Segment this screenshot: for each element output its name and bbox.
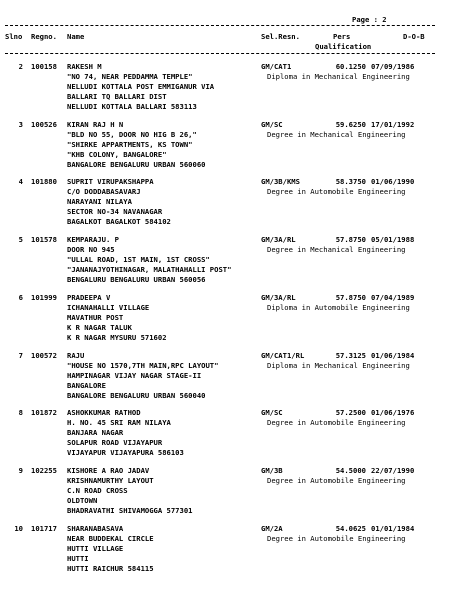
record-address-line: ICHANAHALLI VILLAGE: [67, 302, 150, 312]
record-percentage: 57.2500: [335, 408, 366, 418]
record-regno: 100158: [31, 62, 57, 71]
record-regno: 100526: [31, 119, 57, 129]
record-name: SHARANABASAVA: [67, 523, 124, 533]
record-address-line: NEAR BUDDEKAL CIRCLE: [67, 533, 154, 543]
record-address-line: BANJARA NAGAR: [67, 428, 124, 438]
record-address-line: K R NAGAR MYSURU 571602: [67, 332, 167, 342]
record-dob: 01/01/1984: [371, 523, 415, 533]
record-percentage: 58.3750: [335, 177, 366, 187]
record-qualification: Degree in Automobile Engineering: [267, 475, 406, 485]
record-category: GM/SC: [261, 119, 283, 129]
record-category: GM/3A/RL: [261, 292, 296, 302]
record-category: GM/CAT1/RL: [261, 350, 305, 360]
record-slno: 6: [18, 292, 23, 302]
record-qualification: Diploma in Mechanical Engineering: [267, 360, 410, 370]
record-regno: 101880: [31, 177, 57, 187]
record-address-line: NARAYANI NILAYA: [67, 197, 132, 207]
record-qualification: Degree in Automobile Engineering: [267, 187, 406, 197]
record-percentage: 57.8750: [335, 292, 366, 302]
header-bottom-rule: [5, 53, 435, 54]
record-name: ASHOKKUMAR RATHOD: [67, 408, 141, 418]
header-qualification: Qualification: [315, 42, 372, 51]
record-category: GM/3A/RL: [261, 235, 296, 245]
record-dob: 17/01/1992: [371, 119, 415, 129]
record-address-line: KRISHNAMURTHY LAYOUT: [67, 475, 154, 485]
record-address-line: SOLAPUR ROAD VIJAYAPUR: [67, 438, 163, 448]
record-qualification: Degree in Automobile Engineering: [267, 533, 406, 543]
record-address-line: BANGALORE: [67, 380, 106, 390]
record-category: GM/3B/KMS: [261, 177, 300, 187]
record-address-line: "BLD NO 55, DOOR NO HIG B 26,": [67, 129, 197, 139]
record-address-line: BALLARI TQ BALLARI DIST: [67, 92, 167, 101]
record-qualification: Degree in Mechanical Engineering: [267, 245, 406, 255]
header-regno: Regno.: [31, 32, 57, 41]
record-address-line: VIJAYAPUR VIJAYAPURA 586103: [67, 448, 184, 458]
record-dob: 01/06/1984: [371, 350, 415, 360]
record-address-line: K R NAGAR TALUK: [67, 322, 132, 332]
record-address-line: HUTTI: [67, 553, 89, 563]
record-address-line: BAGALKOT BAGALKOT 584102: [67, 217, 171, 227]
record-percentage: 54.5000: [335, 465, 366, 475]
record-regno: 101578: [31, 235, 57, 245]
record-percentage: 54.0625: [335, 523, 366, 533]
record-address-line: "KHB COLONY, BANGALORE": [67, 149, 167, 159]
record-address-line: C/O DODDABASAVARJ: [67, 187, 141, 197]
record-address-line: "JANANAJYOTHINAGAR, MALATHAHALLI POST": [67, 265, 232, 275]
record-address-line: SECTOR NO-34 NAVANAGAR: [67, 207, 163, 217]
record-address-line: "ULLAL ROAD, 1ST MAIN, 1ST CROSS": [67, 255, 210, 265]
record-category: GM/CAT1: [261, 62, 292, 71]
record-regno: 100572: [31, 350, 57, 360]
record-percentage: 59.6250: [335, 119, 366, 129]
record-category: GM/3B: [261, 465, 283, 475]
record-slno: 2: [18, 62, 23, 71]
record-category: GM/SC: [261, 408, 283, 418]
header-slno: Slno: [5, 32, 23, 41]
record-slno: 10: [14, 523, 23, 533]
record-dob: 01/06/1976: [371, 408, 415, 418]
record-name: SUPRIT VIRUPAKSHAPPA: [67, 177, 154, 187]
record-address-line: BANGALORE BENGALURU URBAN 560060: [67, 159, 206, 169]
record-address-line: NELLUDI KOTTALA BALLARI 583113: [67, 102, 197, 111]
record-address-line: HUTTI VILLAGE: [67, 543, 124, 553]
record-slno: 3: [18, 119, 23, 129]
record-address-line: NELLUDI KOTTALA POST EMMIGANUR VIA: [67, 82, 215, 91]
record-name: PRADEEPA V: [67, 292, 111, 302]
record-address-line: BANGALORE BENGALURU URBAN 560040: [67, 390, 206, 400]
record-dob: 01/06/1990: [371, 177, 415, 187]
record-address-line: MAVATHUR POST: [67, 312, 124, 322]
page-number: Page : 2: [352, 15, 387, 24]
header-pers: Pers: [333, 32, 351, 41]
record-address-line: HAMPINAGAR VIJAY NAGAR STAGE-II: [67, 370, 202, 380]
record-slno: 5: [18, 235, 23, 245]
record-dob: 05/01/1988: [371, 235, 415, 245]
header-dob: D-O-B: [403, 32, 425, 41]
record-regno: 101717: [31, 523, 57, 533]
record-address-line: BHADRAVATHI SHIVAMOGGA 577301: [67, 505, 193, 515]
record-percentage: 60.1250: [335, 62, 366, 71]
record-category: GM/2A: [261, 523, 283, 533]
record-name: KEMPARAJU. P: [67, 235, 119, 245]
record-address-line: DOOR NO 945: [67, 245, 115, 255]
record-dob: 22/07/1990: [371, 465, 415, 475]
record-qualification: Degree in Mechanical Engineering: [267, 129, 406, 139]
record-name: KISHORE A RAO JADAV: [67, 465, 150, 475]
record-regno: 101999: [31, 292, 57, 302]
record-address-line: "SHIRKE APPARTMENTS, KS TOWN": [67, 139, 193, 149]
record-percentage: 57.3125: [335, 350, 366, 360]
record-address-line: "HOUSE NO 1570,7TH MAIN,RPC LAYOUT": [67, 360, 219, 370]
record-name: KIRAN RAJ H N: [67, 119, 124, 129]
header-name: Name: [67, 32, 85, 41]
record-address-line: "NO 74, NEAR PEDDAMMA TEMPLE": [67, 72, 193, 81]
record-dob: 07/09/1986: [371, 62, 415, 71]
record-percentage: 57.8750: [335, 235, 366, 245]
record-slno: 8: [18, 408, 23, 418]
record-address-line: BENGALURU BENGALURU URBAN 560056: [67, 275, 206, 285]
record-regno: 101872: [31, 408, 57, 418]
record-address-line: H. NO. 45 SRI RAM NILAYA: [67, 418, 171, 428]
record-slno: 4: [18, 177, 23, 187]
record-name: RAJU: [67, 350, 85, 360]
record-address-line: HUTTI RAICHUR 584115: [67, 563, 154, 573]
record-slno: 9: [18, 465, 23, 475]
record-qualification: Diploma in Mechanical Engineering: [267, 72, 410, 81]
header-top-rule: [5, 25, 435, 26]
record-dob: 07/04/1989: [371, 292, 415, 302]
record-qualification: Diploma in Automobile Engineering: [267, 302, 410, 312]
record-address-line: OLDTOWN: [67, 495, 98, 505]
record-qualification: Degree in Automobile Engineering: [267, 418, 406, 428]
header-selresn: Sel.Resn.: [261, 32, 300, 41]
record-slno: 7: [18, 350, 23, 360]
record-regno: 102255: [31, 465, 57, 475]
record-name: RAKESH M: [67, 62, 102, 71]
record-address-line: C.N ROAD CROSS: [67, 485, 128, 495]
